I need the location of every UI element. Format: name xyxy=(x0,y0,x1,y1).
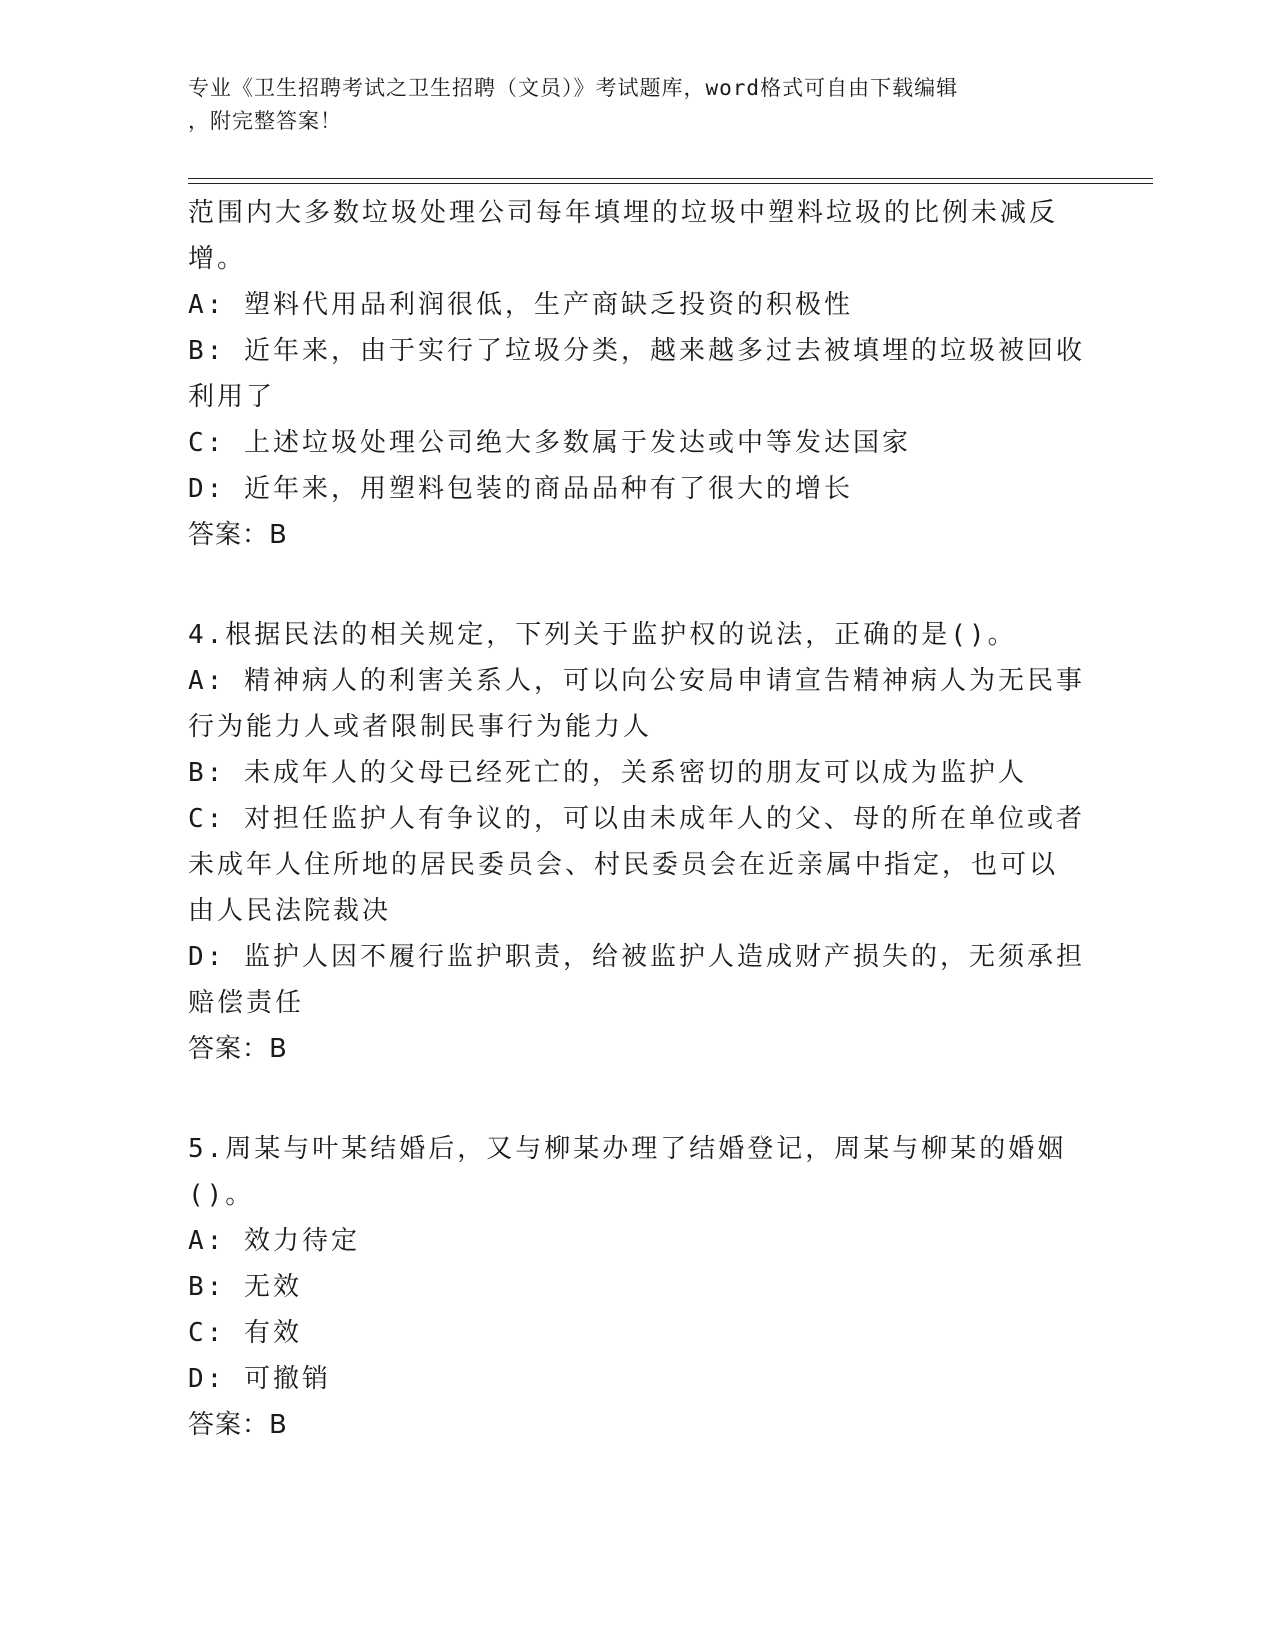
option-d: D: 可撤销 xyxy=(188,1364,331,1394)
header-line-1: 专业《卫生招聘考试之卫生招聘（文员）》考试题库，word格式可自由下载编辑 xyxy=(188,76,959,100)
option-c-cont: 未成年人住所地的居民委员会、村民委员会在近亲属中指定，也可以 xyxy=(188,850,1059,880)
question-stem-line: 增。 xyxy=(188,244,247,274)
option-d: D: 近年来，用塑料包装的商品品种有了很大的增长 xyxy=(188,474,853,504)
option-d: D: 监护人因不履行监护职责，给被监护人造成财产损失的，无须承担 xyxy=(188,942,1085,972)
option-c: C: 对担任监护人有争议的，可以由未成年人的父、母的所在单位或者 xyxy=(188,804,1085,834)
header-line-2: ，附完整答案！ xyxy=(188,109,342,133)
answer-label: 答案：B xyxy=(188,520,288,550)
question-5 xyxy=(188,1126,1088,1448)
header-divider-top xyxy=(188,178,1153,179)
document-header xyxy=(188,72,1088,138)
option-a: A: 效力待定 xyxy=(188,1226,360,1256)
header-divider-bottom xyxy=(188,183,1153,184)
question-content xyxy=(188,190,1088,1448)
option-c-cont: 由人民法院裁决 xyxy=(188,896,392,926)
question-stem-line: 范围内大多数垃圾处理公司每年填埋的垃圾中塑料垃圾的比例未减反 xyxy=(188,198,1059,228)
question-4 xyxy=(188,612,1088,1072)
answer-label: 答案：B xyxy=(188,1034,288,1064)
option-b: B: 未成年人的父母已经死亡的，关系密切的朋友可以成为监护人 xyxy=(188,758,1027,788)
option-a: A: 精神病人的利害关系人，可以向公安局申请宣告精神病人为无民事 xyxy=(188,666,1085,696)
question-stem-line: ()。 xyxy=(188,1180,255,1210)
question-3 xyxy=(188,190,1088,558)
option-b-cont: 利用了 xyxy=(188,382,276,412)
question-stem-line: 4.根据民法的相关规定，下列关于监护权的说法，正确的是()。 xyxy=(188,620,1017,650)
option-a-cont: 行为能力人或者限制民事行为能力人 xyxy=(188,712,653,742)
option-c: C: 上述垃圾处理公司绝大多数属于发达或中等发达国家 xyxy=(188,428,911,458)
option-b: B: 无效 xyxy=(188,1272,302,1302)
option-c: C: 有效 xyxy=(188,1318,302,1348)
option-a: A: 塑料代用品利润很低，生产商缺乏投资的积极性 xyxy=(188,290,853,320)
answer-label: 答案：B xyxy=(188,1410,288,1440)
option-d-cont: 赔偿责任 xyxy=(188,988,305,1018)
option-b: B: 近年来，由于实行了垃圾分类，越来越多过去被填埋的垃圾被回收 xyxy=(188,336,1085,366)
question-stem-line: 5.周某与叶某结婚后，又与柳某办理了结婚登记，周某与柳某的婚姻 xyxy=(188,1134,1067,1164)
